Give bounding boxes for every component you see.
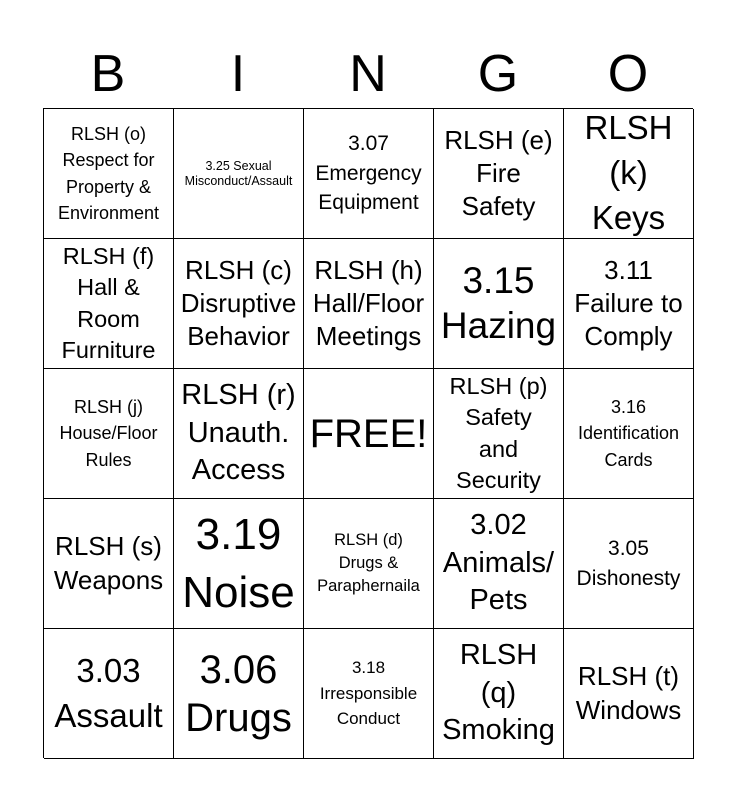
bingo-cell-r1c1[interactable]: RLSH (o) Respect for Property & Environment <box>44 109 174 239</box>
bingo-cell-r4c1[interactable]: RLSH (s) Weapons <box>44 499 174 629</box>
bingo-cell-r5c5[interactable]: RLSH (t) Windows <box>564 629 694 759</box>
bingo-cell-r2c3[interactable]: RLSH (h) Hall/Floor Meetings <box>304 239 434 369</box>
bingo-cell-r3c5[interactable]: 3.16 Identification Cards <box>564 369 694 499</box>
bingo-cell-r3c1[interactable]: RLSH (j) House/Floor Rules <box>44 369 174 499</box>
bingo-cell-r2c5[interactable]: 3.11 Failure to Comply <box>564 239 694 369</box>
header-letter-n: N <box>349 45 387 103</box>
bingo-cell-r4c4[interactable]: 3.02 Animals/ Pets <box>434 499 564 629</box>
bingo-cell-r2c4[interactable]: 3.15 Hazing <box>434 239 564 369</box>
bingo-cell-r2c1[interactable]: RLSH (f) Hall & Room Furniture <box>44 239 174 369</box>
bingo-cell-r5c4[interactable]: RLSH (q) Smoking <box>434 629 564 759</box>
bingo-cell-r1c3[interactable]: 3.07 Emergency Equipment <box>304 109 434 239</box>
bingo-cell-r4c2[interactable]: 3.19 Noise <box>174 499 304 629</box>
bingo-cell-r1c2[interactable]: 3.25 Sexual Misconduct/Assault <box>174 109 304 239</box>
bingo-cell-r2c2[interactable]: RLSH (c) Disruptive Behavior <box>174 239 304 369</box>
header-letter-b: B <box>90 45 126 103</box>
bingo-cell-r1c5[interactable]: RLSH (k) Keys <box>564 109 694 239</box>
bingo-cell-r4c3[interactable]: RLSH (d) Drugs & Paraphernaila <box>304 499 434 629</box>
header-letter-o: O <box>607 45 649 103</box>
bingo-cell-r5c1[interactable]: 3.03 Assault <box>44 629 174 759</box>
bingo-cell-r1c4[interactable]: RLSH (e) Fire Safety <box>434 109 564 239</box>
header-letter-g: G <box>477 45 519 103</box>
bingo-cell-r5c2[interactable]: 3.06 Drugs <box>174 629 304 759</box>
bingo-cell-r4c5[interactable]: 3.05 Dishonesty <box>564 499 694 629</box>
header-letter-i: I <box>230 45 246 103</box>
bingo-cell-r5c3[interactable]: 3.18 Irresponsible Conduct <box>304 629 434 759</box>
bingo-cell-r3c4[interactable]: RLSH (p) Safety and Security <box>434 369 564 499</box>
bingo-board <box>43 108 693 758</box>
bingo-cell-free[interactable]: FREE! <box>304 369 434 499</box>
bingo-cell-r3c2[interactable]: RLSH (r) Unauth. Access <box>174 369 304 499</box>
bingo-header <box>43 40 693 108</box>
